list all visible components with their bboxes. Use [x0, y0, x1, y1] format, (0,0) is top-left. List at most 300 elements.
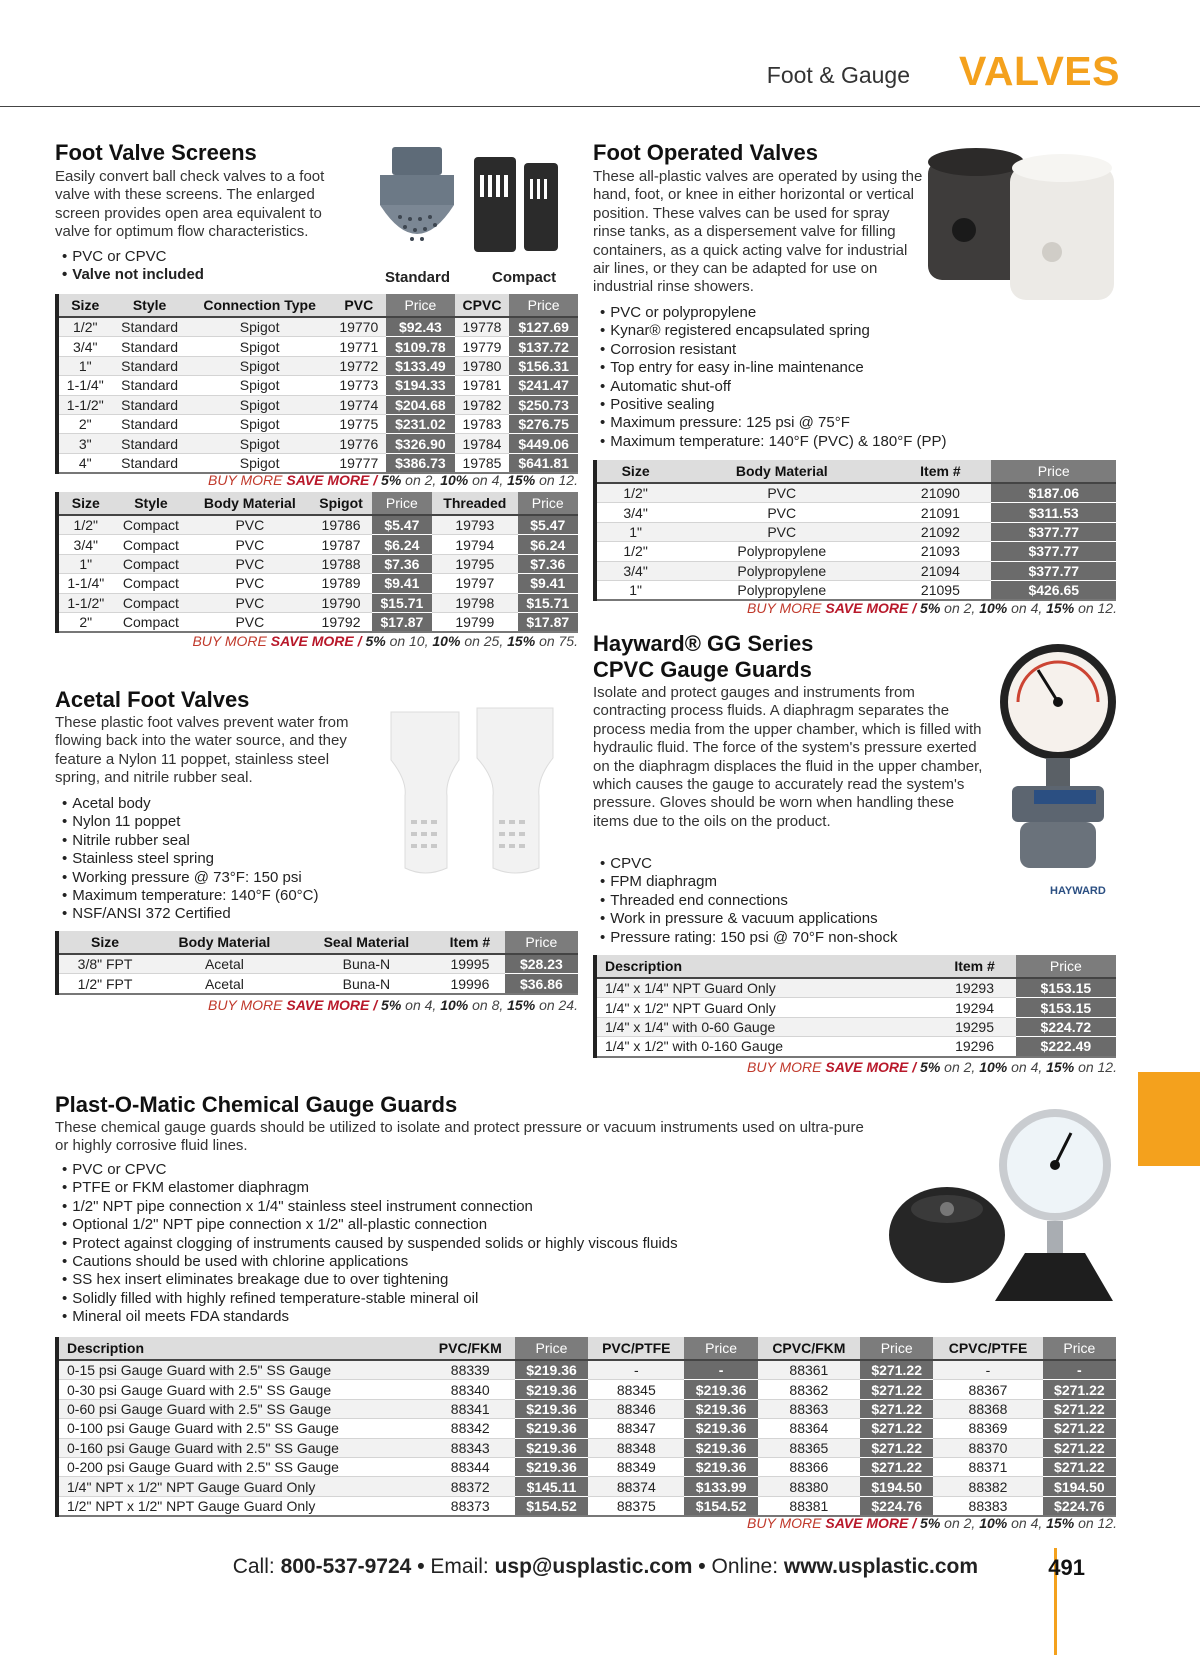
column-header: Style — [111, 294, 187, 317]
table-cell: 19799 — [432, 612, 517, 632]
buy-more-part: on 12. — [539, 472, 578, 488]
bullet: • Maximum pressure: 125 psi @ 75°F — [600, 414, 947, 432]
buy-more-part: BUY MORE — [747, 1515, 822, 1531]
buy-more-part: 10% — [440, 472, 469, 488]
footer-website-link[interactable]: www.usplastic.com — [783, 1555, 978, 1578]
buy-more-part: on 12. — [1078, 1515, 1117, 1531]
table-cell: 19780 — [455, 356, 510, 375]
buy-more-part: on 75. — [539, 633, 578, 649]
table-cell: 19794 — [432, 535, 517, 554]
buy-more-part: SAVE MORE — [286, 472, 370, 488]
table-row — [57, 974, 578, 994]
table-cell: 88345 — [588, 1380, 684, 1399]
table-cell: 3/8" FPT — [57, 954, 151, 974]
table-cell: Compact — [113, 535, 190, 554]
price-cell: - — [1043, 1360, 1116, 1380]
column-header: Spigot — [310, 492, 371, 515]
buy-more-note — [747, 1515, 1117, 1531]
buy-more-note — [208, 472, 578, 488]
section-title-acetal-foot-valves: Acetal Foot Valves — [55, 687, 250, 712]
bullet: • Top entry for easy in-line maintenance — [600, 359, 947, 377]
table-row — [57, 434, 578, 453]
table-row — [57, 337, 578, 356]
caption-compact: Compact — [492, 269, 557, 286]
foot-valve-screens-compact-table — [55, 492, 578, 633]
table-cell: 21095 — [889, 580, 991, 600]
footer-online-label: Online: — [711, 1555, 779, 1578]
table-cell: 88375 — [588, 1496, 684, 1516]
price-cell: $15.71 — [518, 593, 579, 612]
price-cell: $271.22 — [1043, 1419, 1116, 1438]
table-cell: PVC — [189, 612, 310, 632]
table-cell: 88348 — [588, 1438, 684, 1457]
column-header: Price — [991, 460, 1116, 483]
table-cell: 88373 — [426, 1496, 515, 1516]
table-cell: 1/4" x 1/4" NPT Guard Only — [595, 978, 933, 998]
foot-operated-bullets — [600, 304, 947, 451]
table-cell: PVC — [674, 483, 889, 503]
table-row — [57, 1399, 1116, 1418]
table-cell: Standard — [111, 434, 187, 453]
price-cell: $641.81 — [509, 453, 578, 473]
column-header: Item # — [933, 955, 1015, 978]
price-cell: $92.43 — [386, 317, 455, 337]
buy-more-part: 15% — [507, 472, 536, 488]
footer-call-label: Call: — [232, 1555, 275, 1578]
table-row — [57, 954, 578, 974]
table-row — [57, 574, 578, 593]
footer-contact — [233, 1555, 978, 1579]
buy-more-part: on 12. — [1078, 1059, 1117, 1075]
buy-more-part: on 12. — [1078, 600, 1117, 616]
table-cell: 88344 — [426, 1457, 515, 1476]
table-cell: 88343 — [426, 1438, 515, 1457]
table-cell: 1-1/4" — [57, 574, 113, 593]
table-cell: Spigot — [188, 337, 332, 356]
price-cell: $311.53 — [991, 503, 1116, 522]
table-cell: Buna-N — [298, 974, 435, 994]
header-subtitle: Foot & Gauge — [766, 62, 910, 88]
price-cell: $133.99 — [684, 1477, 757, 1496]
table-cell: 1/2" — [595, 483, 674, 503]
table-cell: PVC — [189, 574, 310, 593]
table-cell: 88342 — [426, 1419, 515, 1438]
price-cell: $224.72 — [1016, 1017, 1116, 1036]
plast-table — [55, 1337, 1116, 1517]
table-cell: Spigot — [188, 414, 332, 433]
column-header: Seal Material — [298, 931, 435, 954]
table-cell: Acetal — [151, 974, 298, 994]
table-cell: 19293 — [933, 978, 1015, 998]
table-cell: 1/4" NPT x 1/2" NPT Gauge Guard Only — [57, 1477, 426, 1496]
table-cell: 88381 — [758, 1496, 860, 1516]
foot-valve-screens-bullets — [62, 248, 204, 285]
table-cell: 19782 — [455, 395, 510, 414]
table-row — [595, 998, 1116, 1017]
table-cell: 19995 — [435, 954, 505, 974]
bullet: • Nitrile rubber seal — [62, 832, 319, 850]
price-cell: $5.47 — [518, 515, 579, 535]
table-row — [595, 483, 1116, 503]
table-row — [595, 542, 1116, 561]
price-cell: $219.36 — [684, 1399, 757, 1418]
price-cell: $194.50 — [860, 1477, 933, 1496]
buy-more-part: / — [912, 1515, 917, 1531]
price-cell: $224.76 — [860, 1496, 933, 1516]
price-cell: $204.68 — [386, 395, 455, 414]
price-cell: $219.36 — [515, 1457, 588, 1476]
table-row — [57, 1496, 1116, 1516]
buy-more-part: 5% — [381, 997, 402, 1013]
acetal-table — [55, 931, 578, 995]
table-cell: 19778 — [455, 317, 510, 337]
buy-more-part: / — [912, 1059, 917, 1075]
table-cell: 19781 — [455, 376, 510, 395]
buy-more-part: 10% — [979, 1059, 1008, 1075]
table-row — [595, 580, 1116, 600]
buy-more-part: BUY MORE — [208, 472, 283, 488]
plast-gauge-guard-photo — [885, 1105, 1115, 1305]
table-cell: 19786 — [310, 515, 371, 535]
buy-more-part: 15% — [1046, 1515, 1075, 1531]
price-cell: $187.06 — [991, 483, 1116, 503]
section-side-tab — [1138, 1072, 1200, 1166]
table-cell: PVC — [674, 522, 889, 541]
bullet: • Nylon 11 poppet — [62, 813, 319, 831]
foot-valve-screens-standard-table — [55, 294, 578, 474]
hayward-table — [593, 955, 1116, 1058]
price-cell: $9.41 — [518, 574, 579, 593]
column-header: Price — [515, 1337, 588, 1360]
table-cell: 19783 — [455, 414, 510, 433]
table-cell: 1" — [57, 356, 111, 375]
table-cell: Standard — [111, 376, 187, 395]
buy-more-note — [747, 1059, 1117, 1075]
table-cell: 19776 — [332, 434, 387, 453]
table-cell: 88346 — [588, 1399, 684, 1418]
bullet: • PVC or CPVC — [62, 248, 204, 266]
column-header: Body Material — [151, 931, 298, 954]
column-header: CPVC/FKM — [758, 1337, 860, 1360]
table-cell: Standard — [111, 453, 187, 473]
table-row — [57, 535, 578, 554]
price-cell: $271.22 — [1043, 1380, 1116, 1399]
foot-operated-valve-photo — [924, 140, 1120, 310]
price-cell: $219.36 — [515, 1380, 588, 1399]
column-header: Size — [57, 492, 113, 515]
table-cell: Spigot — [188, 317, 332, 337]
column-header: Item # — [889, 460, 991, 483]
column-header: Body Material — [189, 492, 310, 515]
buy-more-part: BUY MORE — [192, 633, 267, 649]
buy-more-part: 10% — [440, 997, 469, 1013]
buy-more-part: on 2, — [944, 1515, 976, 1531]
table-cell: 1/2" — [57, 515, 113, 535]
bullet: • Optional 1/2" NPT pipe connection x 1/2" all-plastic connection — [62, 1216, 678, 1234]
bullet: • PVC or polypropylene — [600, 304, 947, 322]
table-cell: 88368 — [933, 1399, 1042, 1418]
price-cell: $6.24 — [518, 535, 579, 554]
price-cell: $28.23 — [505, 954, 578, 974]
bullet: • Automatic shut-off — [600, 378, 947, 396]
table-row — [57, 1457, 1116, 1476]
hayward-desc: Isolate and protect gauges and instruments from contracting process fluids. A diaphragm separates the process media from the upper chamber, which is filled with hydraulic fluid. The force of the system's pressure exerted on the diaphragm displaces the fluid in the upper chamber, which causes the gauge to accurately read the system's pressure. Gloves should be worn when handling these items due to the oils on the product. — [593, 684, 983, 830]
price-cell: $7.36 — [372, 554, 432, 573]
table-cell: Spigot — [188, 356, 332, 375]
price-cell: $271.22 — [860, 1360, 933, 1380]
price-cell: $156.31 — [509, 356, 578, 375]
table-cell: 0-15 psi Gauge Guard with 2.5" SS Gauge — [57, 1360, 426, 1380]
price-cell: $271.22 — [1043, 1438, 1116, 1457]
column-header: Price — [1016, 955, 1116, 978]
table-cell: 19785 — [455, 453, 510, 473]
table-cell: 88339 — [426, 1360, 515, 1380]
bullet: • Maximum temperature: 140°F (PVC) & 180°F (PP) — [600, 433, 947, 451]
column-header: Threaded — [432, 492, 517, 515]
column-header: Price — [386, 294, 455, 317]
column-header: Description — [595, 955, 933, 978]
table-cell: 21093 — [889, 542, 991, 561]
table-cell: 1-1/2" — [57, 395, 111, 414]
price-cell: $326.90 — [386, 434, 455, 453]
table-cell: 88370 — [933, 1438, 1042, 1457]
price-cell: $231.02 — [386, 414, 455, 433]
table-cell: Spigot — [188, 376, 332, 395]
table-cell: 0-160 psi Gauge Guard with 2.5" SS Gauge — [57, 1438, 426, 1457]
price-cell: $271.22 — [860, 1380, 933, 1399]
price-cell: $7.36 — [518, 554, 579, 573]
price-cell: $9.41 — [372, 574, 432, 593]
price-cell: $127.69 — [509, 317, 578, 337]
table-row — [57, 515, 578, 535]
buy-more-part: SAVE MORE — [286, 997, 370, 1013]
column-header: PVC — [332, 294, 387, 317]
table-cell: 19996 — [435, 974, 505, 994]
price-cell: $271.22 — [860, 1457, 933, 1476]
buy-more-part: 10% — [979, 600, 1008, 616]
table-cell: PVC — [189, 515, 310, 535]
column-header: PVC/PTFE — [588, 1337, 684, 1360]
table-cell: 88369 — [933, 1419, 1042, 1438]
table-row — [57, 1360, 1116, 1380]
buy-more-part: 5% — [381, 472, 402, 488]
price-cell: $153.15 — [1016, 978, 1116, 998]
column-header: Description — [57, 1337, 426, 1360]
price-cell: $224.76 — [1043, 1496, 1116, 1516]
table-cell: 88341 — [426, 1399, 515, 1418]
price-cell: $133.49 — [386, 356, 455, 375]
table-row — [57, 612, 578, 632]
price-cell: - — [684, 1360, 757, 1380]
table-row — [595, 978, 1116, 998]
table-cell: 88349 — [588, 1457, 684, 1476]
buy-more-part: BUY MORE — [747, 1059, 822, 1075]
footer-phone[interactable]: 800-537-9724 — [280, 1555, 412, 1578]
table-cell: Spigot — [188, 453, 332, 473]
section-title-plast-o-matic: Plast-O-Matic Chemical Gauge Guards — [55, 1092, 458, 1117]
foot-valve-screens-desc: Easily convert ball check valves to a foot valve with these screens. The enlarged screen provides open area equivalent to valve for optimum flow characteristics. — [55, 168, 325, 241]
acetal-bullets — [62, 795, 319, 924]
table-cell: 19772 — [332, 356, 387, 375]
table-cell: 88374 — [588, 1477, 684, 1496]
table-cell: 88340 — [426, 1380, 515, 1399]
bullet: • Acetal body — [62, 795, 319, 813]
table-cell: 2" — [57, 414, 111, 433]
plast-desc: These chemical gauge guards should be utilized to isolate and protect pressure or vacuum instruments used on ultra-pure or highly corrosive fluid lines. — [55, 1119, 864, 1155]
table-cell: 19795 — [432, 554, 517, 573]
table-cell: 88371 — [933, 1457, 1042, 1476]
table-row — [57, 1419, 1116, 1438]
price-cell: $449.06 — [509, 434, 578, 453]
buy-more-part: 10% — [979, 1515, 1008, 1531]
column-header: Style — [113, 492, 190, 515]
buy-more-part: SAVE MORE — [270, 633, 354, 649]
table-cell: 19788 — [310, 554, 371, 573]
plast-bullets — [62, 1161, 678, 1327]
buy-more-part: on 2, — [405, 472, 437, 488]
price-cell: $145.11 — [515, 1477, 588, 1496]
table-row — [57, 376, 578, 395]
table-cell: PVC — [189, 554, 310, 573]
buy-more-note — [747, 600, 1117, 616]
table-cell: 19792 — [310, 612, 371, 632]
table-cell: 19296 — [933, 1037, 1015, 1057]
table-cell: 21094 — [889, 561, 991, 580]
table-cell: PVC — [189, 593, 310, 612]
price-cell: $219.36 — [684, 1438, 757, 1457]
bullet: • Cautions should be used with chlorine applications — [62, 1253, 678, 1271]
table-cell: 1" — [595, 522, 674, 541]
table-cell: 1" — [595, 580, 674, 600]
table-cell: 88347 — [588, 1419, 684, 1438]
buy-more-part: BUY MORE — [747, 600, 822, 616]
price-cell: $17.87 — [518, 612, 579, 632]
table-cell: 3/4" — [57, 337, 111, 356]
table-cell: 88362 — [758, 1380, 860, 1399]
table-cell: 88364 — [758, 1419, 860, 1438]
footer-separator: • — [698, 1555, 706, 1578]
buy-more-part: on 4, — [1011, 600, 1043, 616]
buy-more-part: 5% — [920, 600, 941, 616]
table-cell: 0-200 psi Gauge Guard with 2.5" SS Gauge — [57, 1457, 426, 1476]
bullet: • PVC or CPVC — [62, 1161, 678, 1179]
buy-more-part: 15% — [507, 997, 536, 1013]
table-cell: 1/4" x 1/2" NPT Guard Only — [595, 998, 933, 1017]
bullet: • Corrosion resistant — [600, 341, 947, 359]
bullet: • Working pressure @ 73°F: 150 psi — [62, 869, 319, 887]
column-header: Price — [518, 492, 579, 515]
section-title-hayward: Hayward® GG Series — [593, 631, 814, 656]
buy-more-part: 5% — [365, 633, 386, 649]
bullet: • Mineral oil meets FDA standards — [62, 1308, 678, 1326]
footer-email-link[interactable]: usp@usplastic.com — [494, 1555, 693, 1578]
price-cell: $219.36 — [515, 1438, 588, 1457]
table-row — [595, 561, 1116, 580]
column-header: Price — [1043, 1337, 1116, 1360]
buy-more-part: on 4, — [1011, 1059, 1043, 1075]
price-cell: $154.52 — [684, 1496, 757, 1516]
bullet: • Solidly filled with highly refined temperature-stable mineral oil — [62, 1290, 678, 1308]
price-cell: $222.49 — [1016, 1037, 1116, 1057]
bullet: • PTFE or FKM elastomer diaphragm — [62, 1179, 678, 1197]
price-cell: $377.77 — [991, 561, 1116, 580]
header-rule — [0, 106, 1200, 107]
table-cell: 1/2" FPT — [57, 974, 151, 994]
table-row — [57, 453, 578, 473]
price-cell: $241.47 — [509, 376, 578, 395]
footer-email-label: Email: — [430, 1555, 489, 1578]
column-header: Body Material — [674, 460, 889, 483]
table-row — [595, 503, 1116, 522]
table-cell: Compact — [113, 612, 190, 632]
price-cell: $17.87 — [372, 612, 432, 632]
table-row — [57, 414, 578, 433]
table-cell: 19770 — [332, 317, 387, 337]
table-cell: PVC — [189, 535, 310, 554]
bullet: • 1/2" NPT pipe connection x 1/4" stainless steel instrument connection — [62, 1198, 678, 1216]
table-cell: - — [588, 1360, 684, 1380]
price-cell: $219.36 — [684, 1419, 757, 1438]
price-cell: $276.75 — [509, 414, 578, 433]
table-cell: 19790 — [310, 593, 371, 612]
table-cell: Standard — [111, 395, 187, 414]
table-row — [595, 522, 1116, 541]
buy-more-part: SAVE MORE — [825, 600, 909, 616]
table-cell: Standard — [111, 317, 187, 337]
buy-more-part: / — [357, 633, 362, 649]
buy-more-part: 15% — [1046, 600, 1075, 616]
buy-more-part: on 8, — [472, 997, 504, 1013]
buy-more-part: on 25, — [464, 633, 504, 649]
footer-separator: • — [417, 1555, 425, 1578]
buy-more-part: 5% — [920, 1059, 941, 1075]
price-cell: $386.73 — [386, 453, 455, 473]
foot-operated-table — [593, 460, 1116, 601]
price-cell: $377.77 — [991, 542, 1116, 561]
table-cell: 3" — [57, 434, 111, 453]
table-cell: - — [933, 1360, 1042, 1380]
table-row — [595, 1037, 1116, 1057]
price-cell: $271.22 — [860, 1399, 933, 1418]
page-number: 491 — [1048, 1555, 1085, 1580]
table-cell: 19798 — [432, 593, 517, 612]
table-cell: 0-30 psi Gauge Guard with 2.5" SS Gauge — [57, 1380, 426, 1399]
bullet: • Protect against clogging of instruments caused by suspended solids or highly viscous fluids — [62, 1235, 678, 1253]
compact-screen-photo — [470, 155, 570, 255]
table-cell: 3/4" — [57, 535, 113, 554]
section-title-foot-operated-valves: Foot Operated Valves — [593, 140, 818, 165]
table-cell: 21092 — [889, 522, 991, 541]
bullet: • Maximum temperature: 140°F (60°C) — [62, 887, 319, 905]
buy-more-part: SAVE MORE — [825, 1515, 909, 1531]
price-cell: $194.50 — [1043, 1477, 1116, 1496]
table-cell: 88372 — [426, 1477, 515, 1496]
column-header: Size — [57, 931, 151, 954]
section-title-hayward-2: CPVC Gauge Guards — [593, 657, 812, 682]
table-cell: 19784 — [455, 434, 510, 453]
bullet: • Kynar® registered encapsulated spring — [600, 322, 947, 340]
table-row — [57, 1477, 1116, 1496]
price-cell: $6.24 — [372, 535, 432, 554]
column-header: Size — [57, 294, 111, 317]
price-cell: $250.73 — [509, 395, 578, 414]
table-cell: Spigot — [188, 434, 332, 453]
bullet: • Valve not included — [62, 266, 204, 284]
column-header: PVC/FKM — [426, 1337, 515, 1360]
buy-more-part: / — [373, 997, 378, 1013]
table-cell: 19787 — [310, 535, 371, 554]
price-cell: $271.22 — [860, 1419, 933, 1438]
